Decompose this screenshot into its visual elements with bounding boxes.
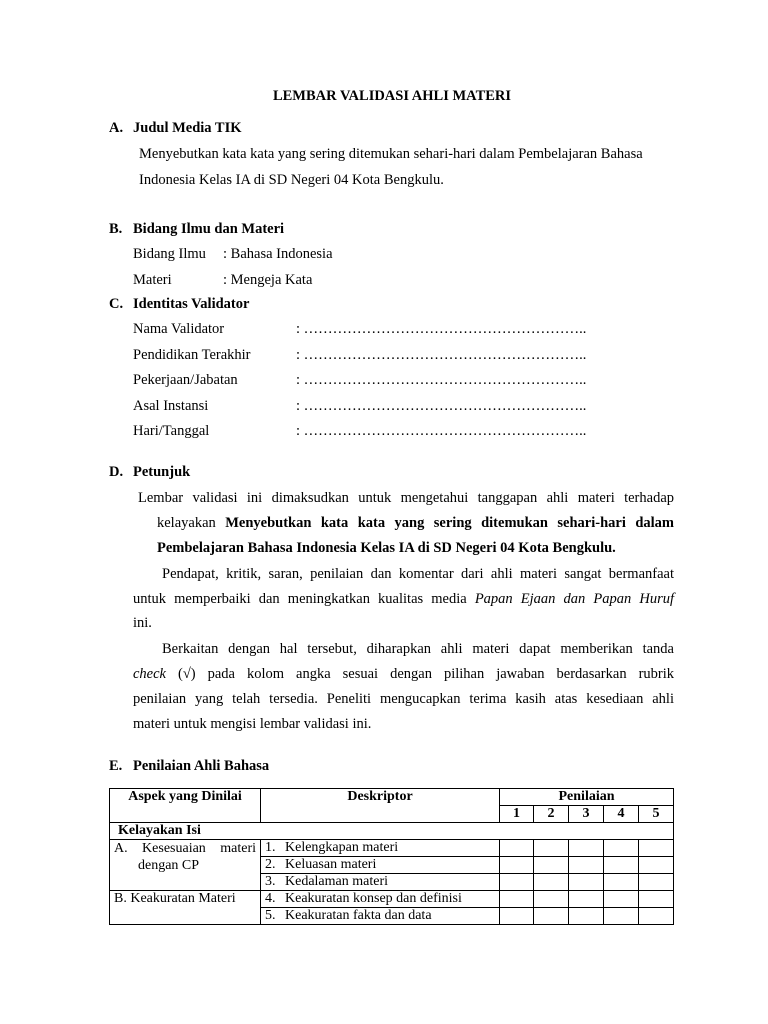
page-title: LEMBAR VALIDASI AHLI MATERI [272, 88, 512, 104]
aspek-kesesuaian [110, 840, 261, 891]
section-b-letter: B. [109, 221, 123, 237]
section-e-heading: Penilaian Ahli Bahasa [133, 758, 270, 774]
bidang-ilmu-label: Bidang Ilmu [133, 246, 206, 262]
score-cell[interactable] [639, 908, 674, 925]
score-cell[interactable] [500, 891, 534, 908]
aspek-kesesuaian-line-2: dengan CP [138, 858, 200, 873]
penilaian-table [109, 788, 674, 925]
score-cell[interactable] [639, 840, 674, 857]
asal-instansi-label: Asal Instansi [133, 398, 209, 414]
descriptor-num: 3. [265, 874, 276, 889]
section-c-heading: Identitas Validator [133, 296, 250, 312]
score-header-2: 2 [534, 806, 569, 823]
pekerjaan-field[interactable]: : ………………………………………………….. [296, 372, 587, 388]
table-row [110, 891, 674, 908]
nama-validator-field[interactable]: : ………………………………………………….. [296, 321, 587, 337]
asal-instansi-field[interactable]: : ………………………………………………….. [296, 398, 587, 414]
aspek-kesesuaian-line-1: A. Kesesuaian materi [114, 841, 256, 856]
descriptor-2 [261, 857, 500, 874]
descriptor-3 [261, 874, 500, 891]
petunjuk-p3-line-4: materi untuk mengisi lembar validasi ini. [133, 716, 372, 732]
descriptor-4 [261, 891, 500, 908]
score-cell[interactable] [604, 891, 639, 908]
score-cell[interactable] [569, 874, 604, 891]
section-e-letter: E. [109, 758, 123, 774]
descriptor-text: Kedalaman materi [285, 874, 389, 889]
descriptor-text: Kelengkapan materi [285, 840, 399, 855]
score-cell[interactable] [604, 840, 639, 857]
score-cell[interactable] [500, 840, 534, 857]
petunjuk-p1-line-2 [157, 515, 674, 532]
table-row [110, 840, 674, 857]
header-deskriptor: Deskriptor [261, 789, 500, 823]
petunjuk-p1-line-3: Pembelajaran Bahasa Indonesia Kelas IA di SD Negeri 04 Kota Bengkulu. [157, 540, 616, 556]
table-group-row [110, 823, 674, 840]
score-cell[interactable] [639, 891, 674, 908]
descriptor-num: 1. [265, 840, 276, 855]
petunjuk-p3-line-2 [133, 666, 674, 683]
petunjuk-p3-line-2-plain: (√) pada kolom angka sesuai dengan pilihan jawaban berdasarkan rubrik [166, 666, 674, 682]
pekerjaan-label: Pekerjaan/Jabatan [133, 372, 238, 388]
score-cell[interactable] [569, 891, 604, 908]
aspek-keakuratan: B. Keakuratan Materi [110, 891, 261, 925]
score-header-3: 3 [569, 806, 604, 823]
header-penilaian: Penilaian [500, 789, 674, 806]
descriptor-num: 5. [265, 908, 276, 923]
hari-tanggal-label: Hari/Tanggal [133, 423, 210, 439]
score-cell[interactable] [639, 874, 674, 891]
petunjuk-p2-line-2-italic: Papan Ejaan dan Papan Huruf [474, 591, 674, 607]
score-header-1: 1 [500, 806, 534, 823]
section-a-letter: A. [109, 120, 124, 136]
score-header-4: 4 [604, 806, 639, 823]
nama-validator-label: Nama Validator [133, 321, 225, 337]
group-kelayakan-isi: Kelayakan Isi [110, 823, 674, 840]
score-header-5: 5 [639, 806, 674, 823]
petunjuk-p1-line-1: Lembar validasi ini dimaksudkan untuk mengetahui tanggapan ahli materi terhadap [138, 490, 674, 506]
score-cell[interactable] [569, 857, 604, 874]
petunjuk-p1-line-2-bold: Menyebutkan kata kata yang sering ditemukan sehari-hari dalam [225, 515, 674, 531]
score-cell[interactable] [534, 857, 569, 874]
score-cell[interactable] [569, 908, 604, 925]
petunjuk-p3-line-3: penilaian yang telah tersedia. Peneliti mengucapkan terima kasih atas kesediaan ahli [133, 691, 674, 707]
materi-value: : Mengeja Kata [223, 272, 313, 288]
petunjuk-p2-line-2-plain: untuk memperbaiki dan meningkatkan kualitas media [133, 591, 475, 607]
section-b-heading: Bidang Ilmu dan Materi [133, 221, 285, 237]
section-a-line-1: Menyebutkan kata kata yang sering ditemukan sehari-hari dalam Pembelajaran Bahasa [139, 146, 643, 162]
header-aspek: Aspek yang Dinilai [110, 789, 261, 823]
score-cell[interactable] [534, 908, 569, 925]
table-header-row [110, 789, 674, 806]
petunjuk-p3-line-2-italic: check [133, 666, 166, 682]
descriptor-1 [261, 840, 500, 857]
pendidikan-field[interactable]: : ………………………………………………….. [296, 347, 587, 363]
score-cell[interactable] [534, 874, 569, 891]
descriptor-text: Keakuratan konsep dan definisi [285, 891, 462, 906]
hari-tanggal-field[interactable]: : ………………………………………………….. [296, 423, 587, 439]
score-cell[interactable] [500, 857, 534, 874]
section-c-letter: C. [109, 296, 124, 312]
petunjuk-p3-line-1: Berkaitan dengan hal tersebut, diharapkan ahli materi dapat memberikan tanda [162, 641, 674, 657]
section-a-heading: Judul Media TIK [133, 120, 242, 136]
petunjuk-p2-line-1: Pendapat, kritik, saran, penilaian dan komentar dari ahli materi sangat bermanfaat [162, 566, 674, 582]
bidang-ilmu-value: : Bahasa Indonesia [223, 246, 333, 262]
section-d-letter: D. [109, 464, 124, 480]
petunjuk-p2-line-2 [133, 591, 674, 608]
score-cell[interactable] [604, 908, 639, 925]
section-d-heading: Petunjuk [133, 464, 191, 480]
descriptor-text: Keakuratan fakta dan data [285, 908, 432, 923]
descriptor-num: 2. [265, 857, 276, 872]
score-cell[interactable] [500, 908, 534, 925]
score-cell[interactable] [604, 857, 639, 874]
petunjuk-p2-line-3: ini. [133, 615, 152, 631]
section-a-line-2: Indonesia Kelas IA di SD Negeri 04 Kota Bengkulu. [139, 172, 444, 188]
descriptor-num: 4. [265, 891, 276, 906]
descriptor-5 [261, 908, 500, 925]
score-cell[interactable] [534, 891, 569, 908]
descriptor-text: Keluasan materi [285, 857, 377, 872]
materi-label: Materi [133, 272, 172, 288]
score-cell[interactable] [500, 874, 534, 891]
score-cell[interactable] [604, 874, 639, 891]
pendidikan-label: Pendidikan Terakhir [133, 347, 251, 363]
score-cell[interactable] [639, 857, 674, 874]
score-cell[interactable] [534, 840, 569, 857]
petunjuk-p1-line-2-plain: kelayakan [157, 515, 226, 531]
score-cell[interactable] [569, 840, 604, 857]
